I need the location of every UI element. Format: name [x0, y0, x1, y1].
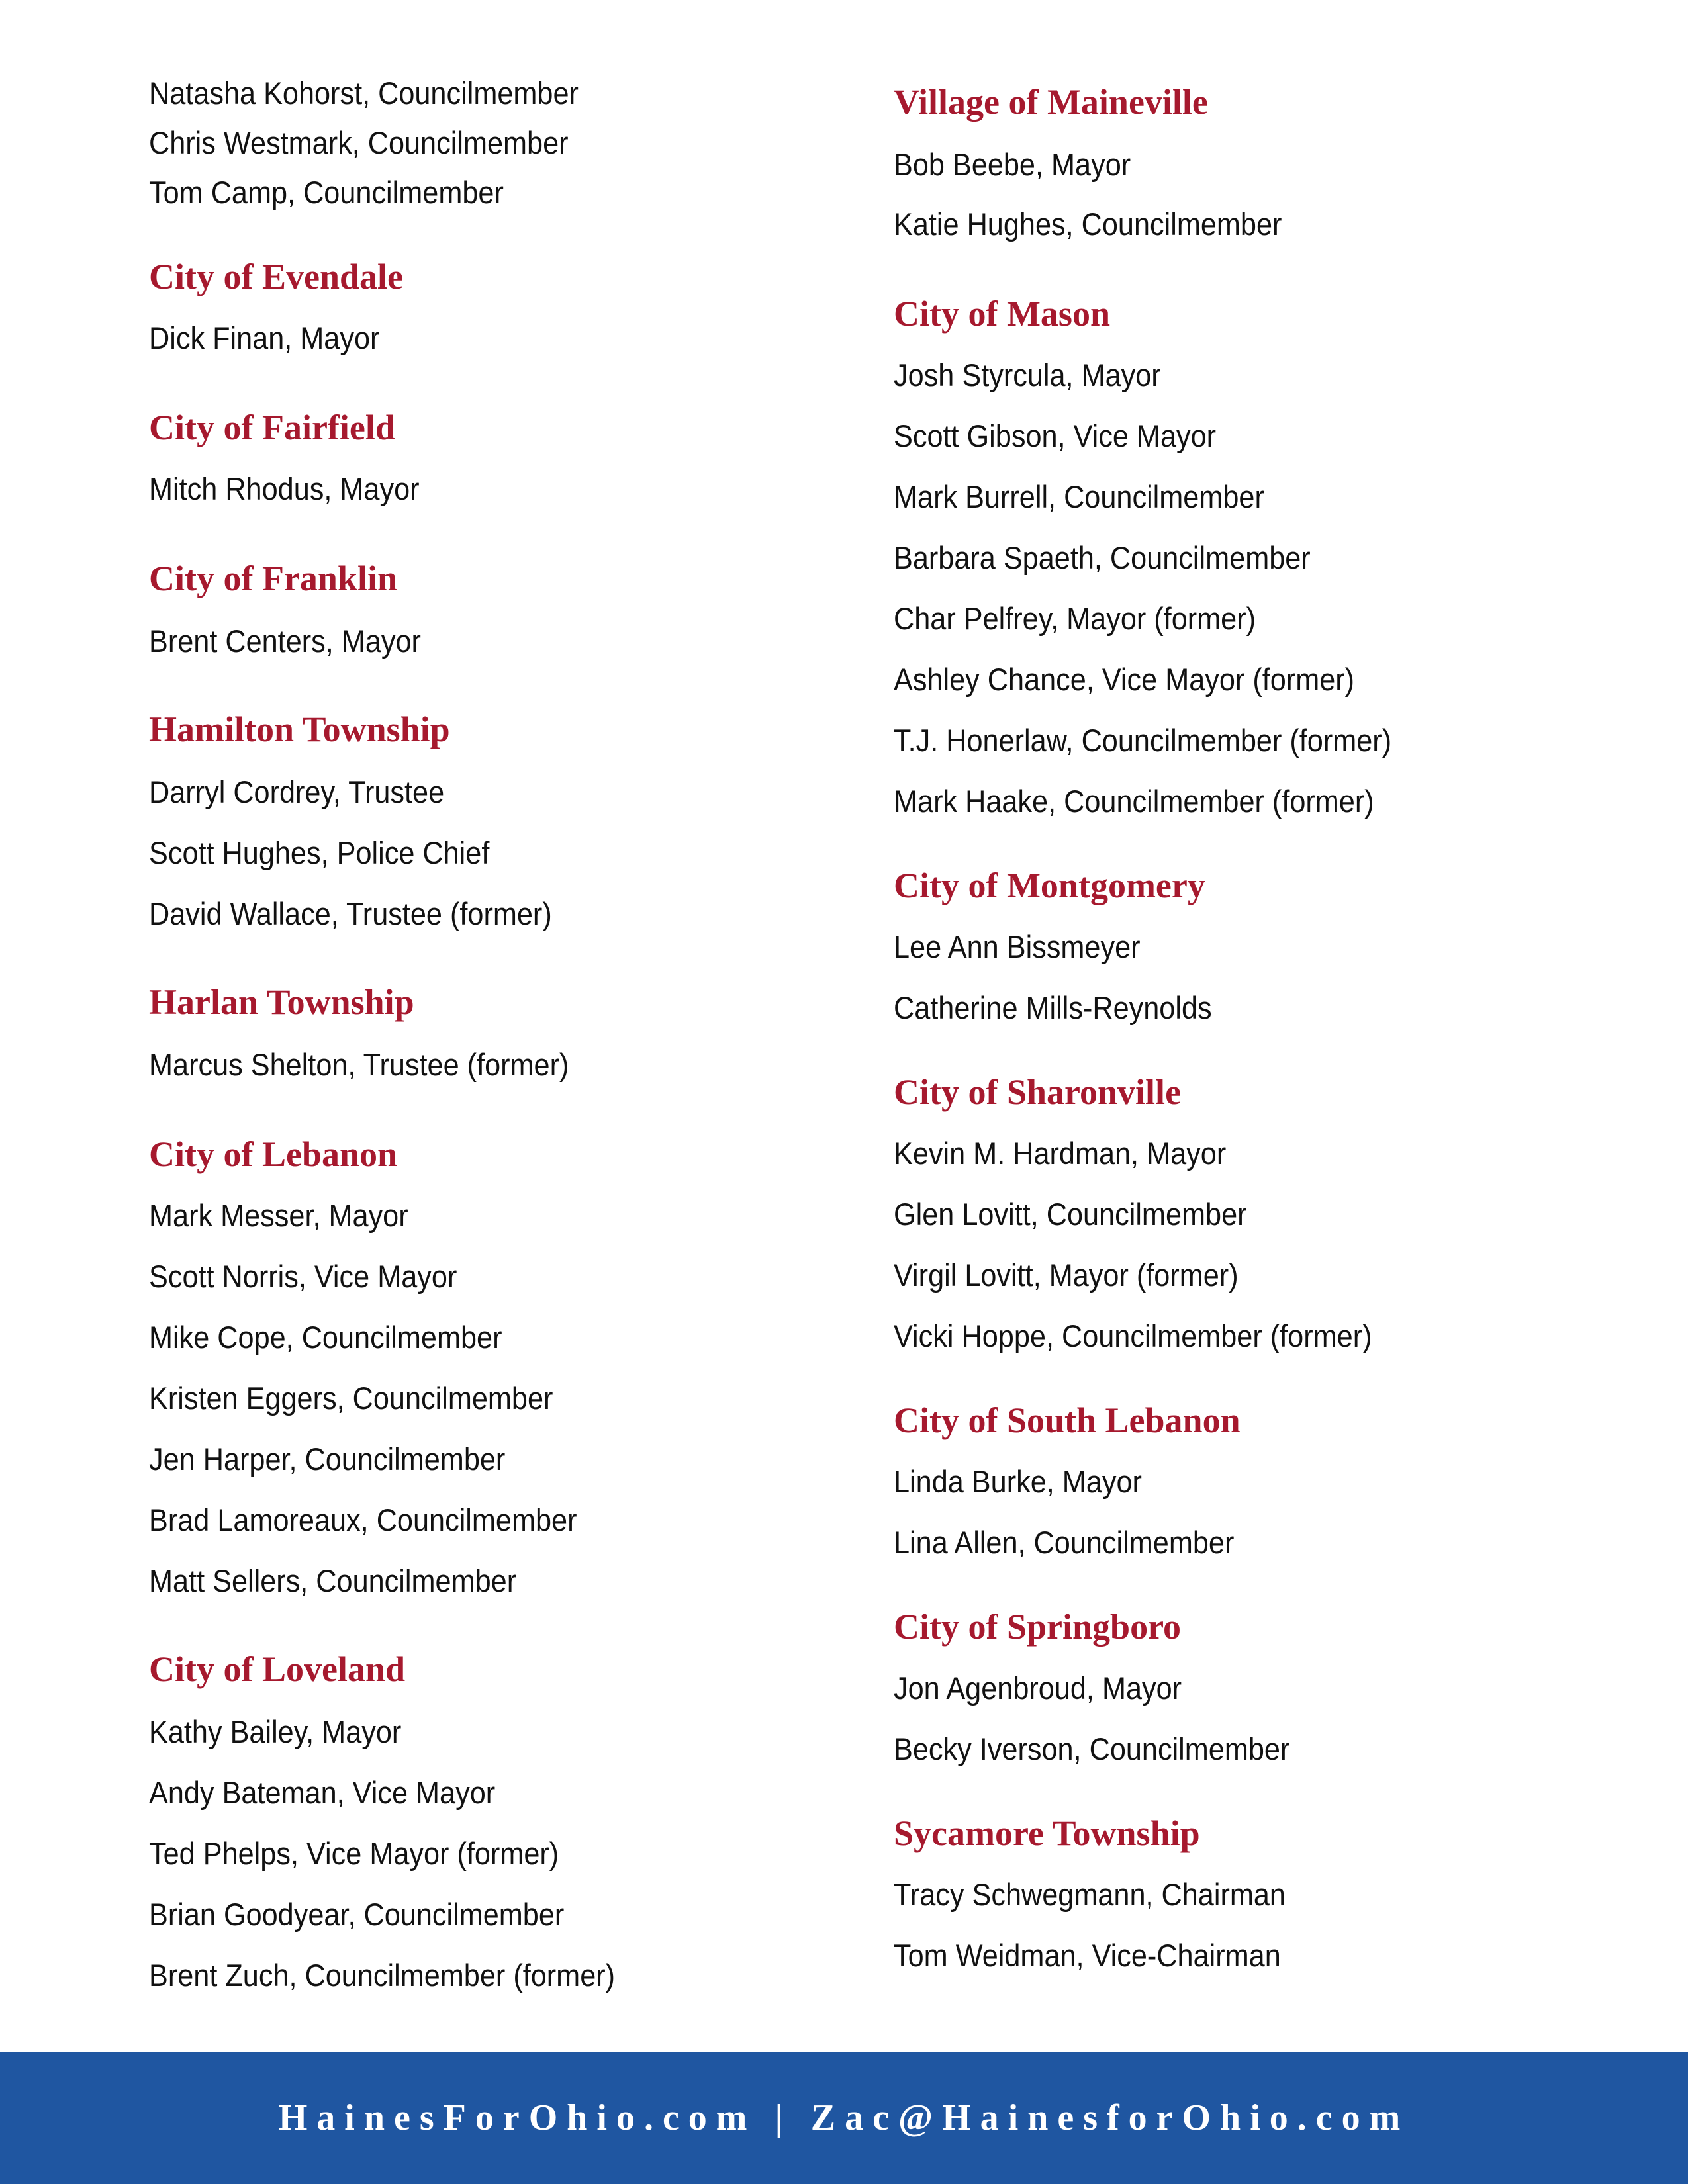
- right-section-title: Village of Maineville: [894, 82, 1208, 122]
- left-section-title: City of Evendale: [149, 257, 403, 296]
- left-person-entry: Brent Zuch, Councilmember (former): [149, 1957, 616, 1993]
- left-section-title: City of Loveland: [149, 1649, 406, 1689]
- footer-contact-text: HainesForOhio.com | Zac@HainesforOhio.com: [278, 2097, 1410, 2138]
- right-person-entry: Bob Beebe, Mayor: [894, 146, 1131, 182]
- right-person-entry: Lina Allen, Councilmember: [894, 1524, 1235, 1560]
- right-person-entry: Becky Iverson, Councilmember: [894, 1731, 1290, 1766]
- left-section-title: Hamilton Township: [149, 709, 450, 749]
- left-person-entry: Brent Centers, Mayor: [149, 623, 421, 659]
- right-section-title: City of Sharonville: [894, 1072, 1182, 1112]
- right-person-entry: Tracy Schwegmann, Chairman: [894, 1876, 1286, 1912]
- footer-bar: [0, 2052, 1688, 2184]
- left-person-entry: Mark Messer, Mayor: [149, 1197, 408, 1233]
- right-person-entry: Barbara Spaeth, Councilmember: [894, 539, 1311, 575]
- left-person-entry: Mike Cope, Councilmember: [149, 1319, 502, 1355]
- right-person-entry: Ashley Chance, Vice Mayor (former): [894, 661, 1355, 697]
- right-person-entry: T.J. Honerlaw, Councilmember (former): [894, 722, 1392, 758]
- left-person-entry: Dick Finan, Mayor: [149, 320, 380, 355]
- left-person-entry: Natasha Kohorst, Councilmember: [149, 75, 579, 111]
- right-person-entry: Tom Weidman, Vice-Chairman: [894, 1937, 1281, 1973]
- right-person-entry: Scott Gibson, Vice Mayor: [894, 418, 1217, 453]
- right-person-entry: Josh Styrcula, Mayor: [894, 357, 1161, 392]
- right-person-entry: Char Pelfrey, Mayor (former): [894, 600, 1256, 636]
- left-person-entry: Kristen Eggers, Councilmember: [149, 1380, 553, 1416]
- left-person-entry: Scott Hughes, Police Chief: [149, 835, 490, 870]
- left-person-entry: Ted Phelps, Vice Mayor (former): [149, 1835, 559, 1871]
- right-section-title: City of Mason: [894, 294, 1110, 334]
- right-person-entry: Mark Burrell, Councilmember: [894, 478, 1264, 514]
- left-person-entry: Jen Harper, Councilmember: [149, 1441, 506, 1477]
- left-section-title: City of Franklin: [149, 559, 398, 598]
- right-person-entry: Virgil Lovitt, Mayor (former): [894, 1257, 1239, 1293]
- right-person-entry: Vicki Hoppe, Councilmember (former): [894, 1318, 1372, 1353]
- left-person-entry: Marcus Shelton, Trustee (former): [149, 1046, 569, 1082]
- right-person-entry: Linda Burke, Mayor: [894, 1463, 1142, 1499]
- left-person-entry: Darryl Cordrey, Trustee: [149, 774, 445, 809]
- left-person-entry: Kathy Bailey, Mayor: [149, 1713, 402, 1749]
- left-section-title: City of Lebanon: [149, 1134, 398, 1174]
- left-person-entry: Tom Camp, Councilmember: [149, 174, 504, 210]
- left-person-entry: Brian Goodyear, Councilmember: [149, 1896, 565, 1932]
- left-person-entry: Scott Norris, Vice Mayor: [149, 1258, 457, 1294]
- left-section-title: Harlan Township: [149, 982, 414, 1022]
- right-section-title: City of South Lebanon: [894, 1400, 1241, 1440]
- right-person-entry: Glen Lovitt, Councilmember: [894, 1196, 1247, 1232]
- right-person-entry: Lee Ann Bissmeyer: [894, 929, 1141, 964]
- right-section-title: City of Montgomery: [894, 866, 1205, 905]
- right-person-entry: Katie Hughes, Councilmember: [894, 206, 1282, 242]
- left-person-entry: Brad Lamoreaux, Councilmember: [149, 1502, 577, 1537]
- left-person-entry: David Wallace, Trustee (former): [149, 895, 552, 931]
- left-person-entry: Chris Westmark, Councilmember: [149, 124, 569, 160]
- right-person-entry: Catherine Mills-Reynolds: [894, 989, 1212, 1025]
- left-person-entry: Andy Bateman, Vice Mayor: [149, 1774, 496, 1810]
- right-person-entry: Jon Agenbroud, Mayor: [894, 1670, 1182, 1706]
- left-person-entry: Mitch Rhodus, Mayor: [149, 471, 420, 506]
- left-person-entry: Matt Sellers, Councilmember: [149, 1563, 517, 1598]
- right-person-entry: Kevin M. Hardman, Mayor: [894, 1135, 1227, 1171]
- left-section-title: City of Fairfield: [149, 408, 395, 447]
- right-section-title: Sycamore Township: [894, 1813, 1200, 1853]
- right-person-entry: Mark Haake, Councilmember (former): [894, 783, 1374, 819]
- right-section-title: City of Springboro: [894, 1607, 1182, 1647]
